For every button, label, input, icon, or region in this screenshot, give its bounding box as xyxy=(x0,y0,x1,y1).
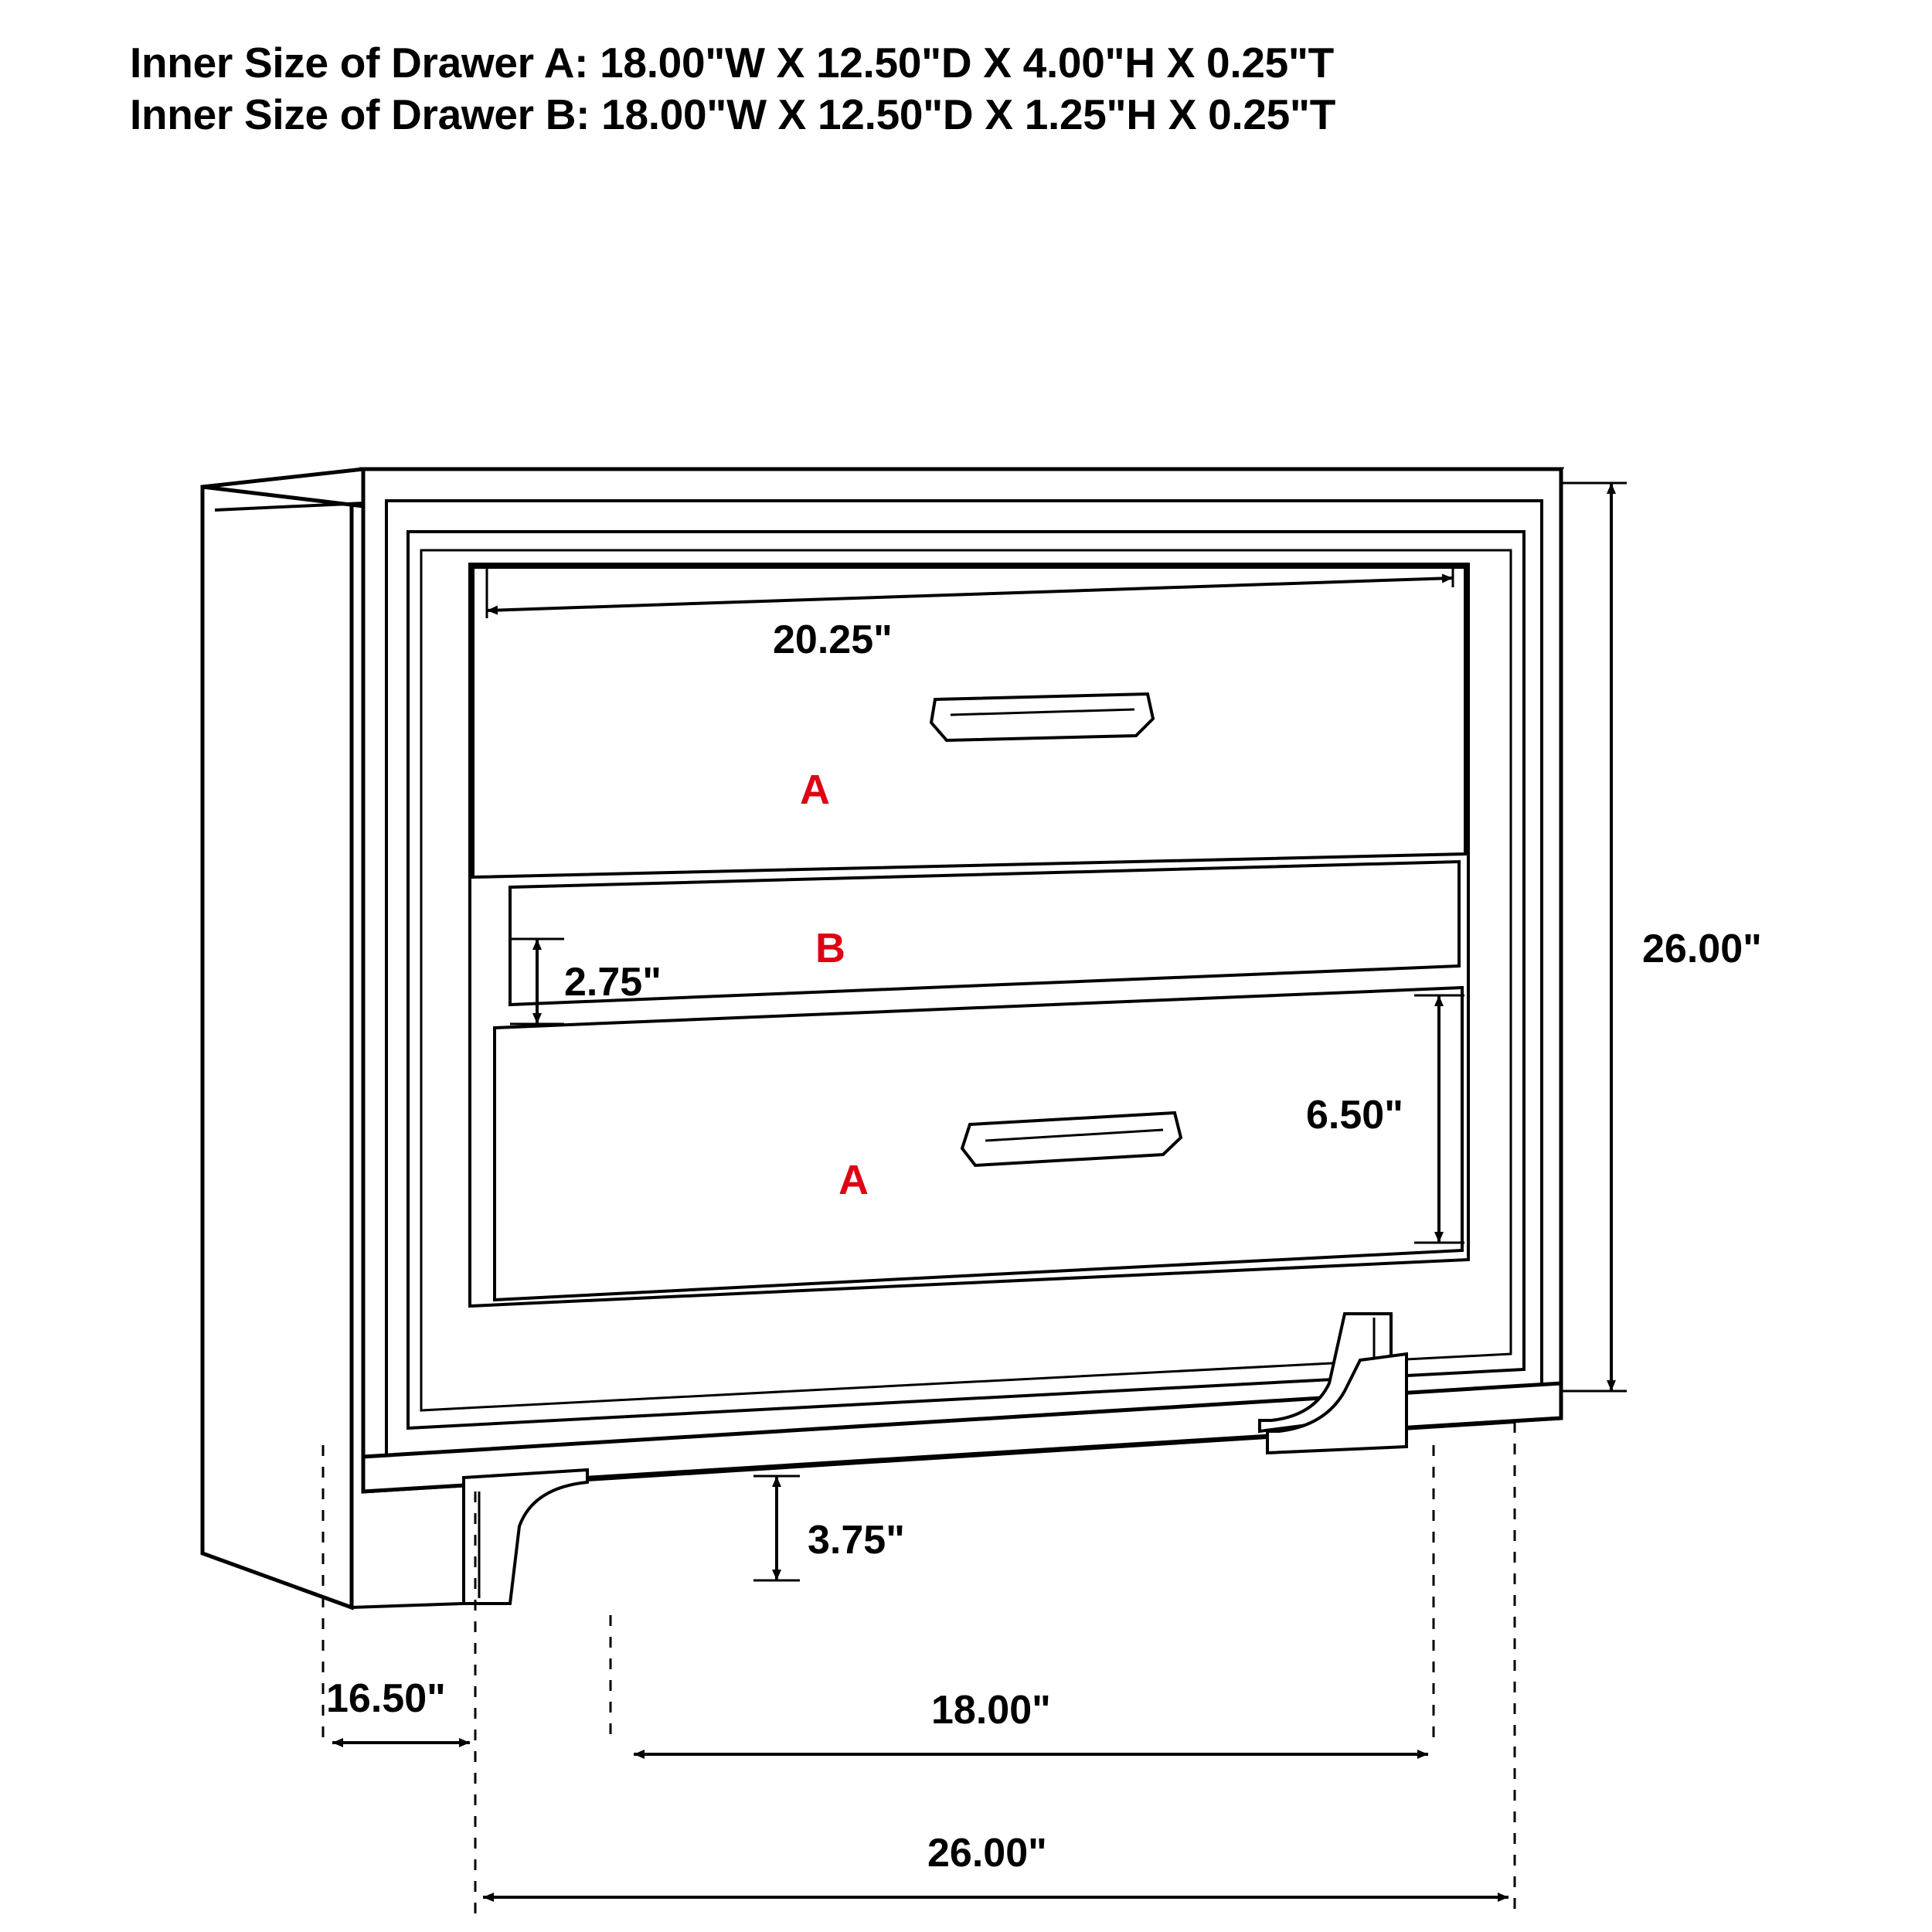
leg-left xyxy=(464,1470,587,1604)
dimension-leg-height xyxy=(753,1476,905,1580)
dimension-label-16-50: 16.50" xyxy=(326,1676,446,1721)
dimension-label-18-00: 18.00" xyxy=(931,1688,1051,1733)
dimension-overall-height xyxy=(1561,483,1762,1391)
spec-line-drawer-a: Inner Size of Drawer A: 18.00"W X 12.50"D X 4.00"H X 0.25"T xyxy=(130,39,1334,87)
label-drawer-a-top: A xyxy=(800,767,830,813)
cabinet-left-side-panel xyxy=(202,475,352,1607)
label-drawer-a-bottom: A xyxy=(838,1157,869,1203)
dimension-label-20-25: 20.25" xyxy=(773,617,893,662)
drawer-a-top-handle[interactable] xyxy=(931,694,1153,740)
label-drawer-b: B xyxy=(815,925,845,971)
drawer-a-bottom-face xyxy=(495,988,1462,1300)
dimension-inner-width xyxy=(634,1688,1428,1754)
spec-line-drawer-b: Inner Size of Drawer B: 18.00"W X 12.50"D X 1.25"H X 0.25"T xyxy=(130,90,1336,139)
dimension-label-6-50: 6.50" xyxy=(1306,1093,1403,1138)
dimension-label-26-height: 26.00" xyxy=(1642,927,1762,971)
dimension-label-2-75: 2.75" xyxy=(564,960,662,1005)
dimension-overall-width xyxy=(483,1831,1509,1897)
dimension-label-3-75: 3.75" xyxy=(808,1518,905,1563)
drawer-a-top-face xyxy=(473,567,1465,877)
dimension-label-26-width: 26.00" xyxy=(927,1831,1047,1876)
dimension-side-depth xyxy=(326,1676,470,1743)
